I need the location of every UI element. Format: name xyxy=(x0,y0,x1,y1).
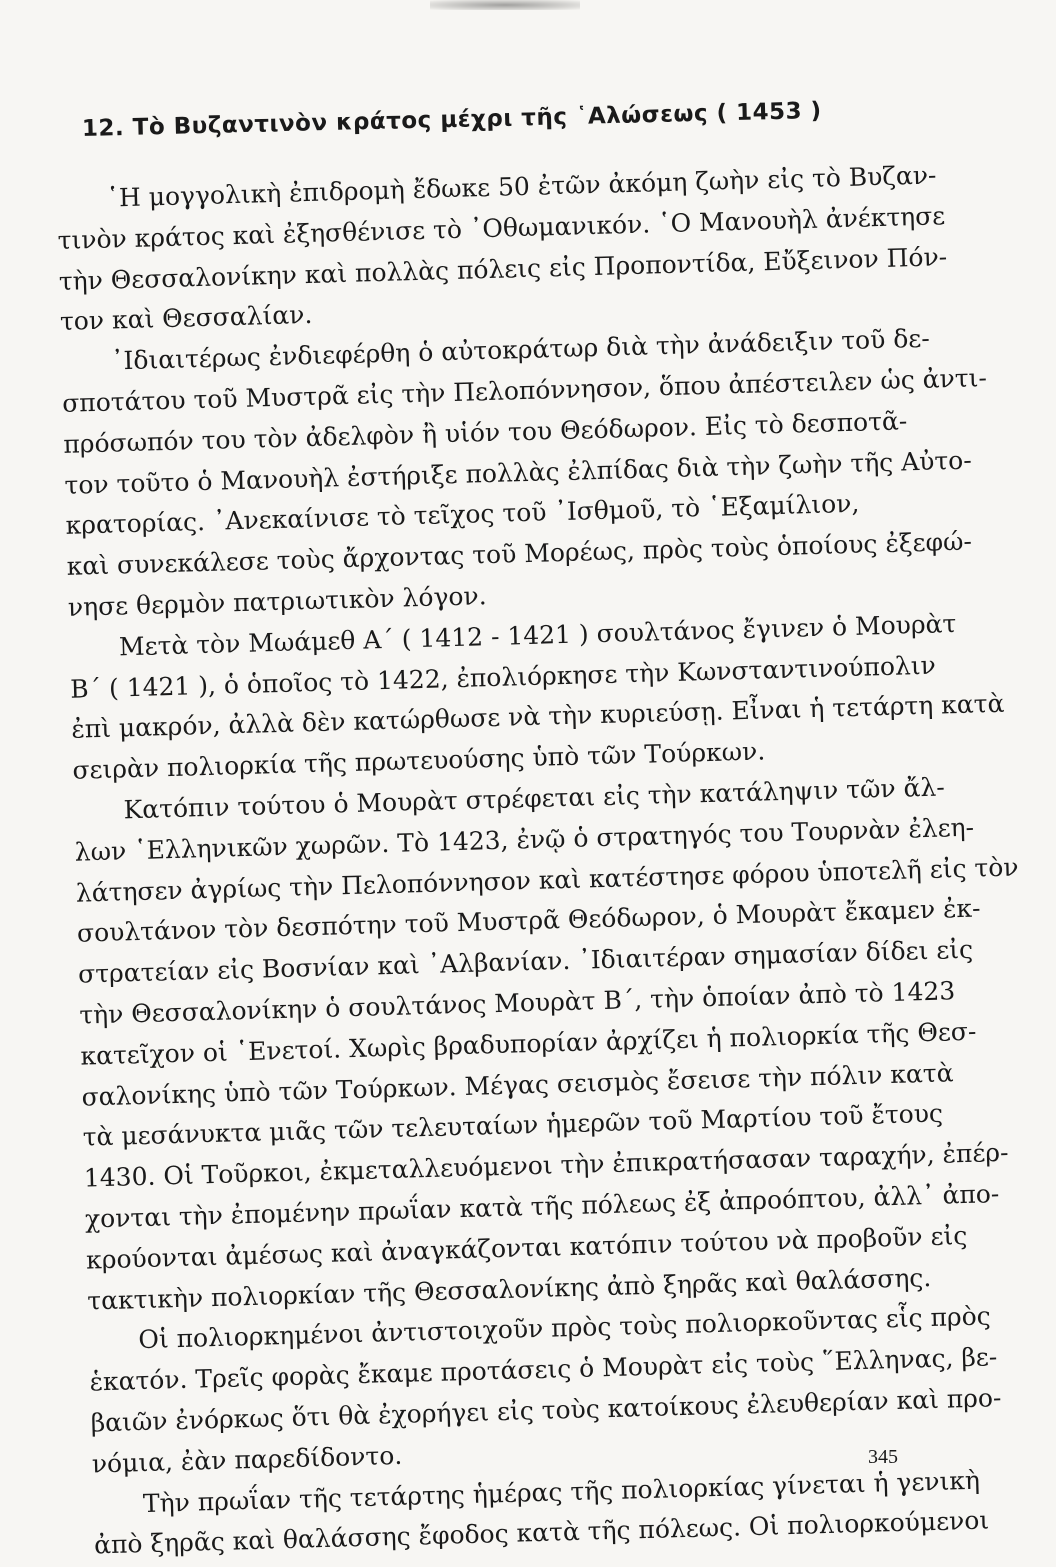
text-line: ῾Η μογγολικὴ ἐπιδρομὴ ἔδωκε 50 ἐτῶν ἀκόμη ζωὴν εἰς τὸ Βυζαν- xyxy=(106,160,937,213)
paragraph xyxy=(88,1298,1002,1485)
text-line: σουλτάνον τὸν δεσπότην τοῦ Μυστρᾶ Θεόδωρον, ὁ Μουρὰτ ἔκαμεν ἐκ- xyxy=(76,893,981,949)
text-line: τὴν Θεσσαλονίκην καὶ πολλὰς πόλεις εἰς Προποντίδα, Εὔξεινον Πόν- xyxy=(58,241,948,296)
paragraph xyxy=(73,768,1019,1322)
text-line: τινὸν κράτος καὶ ἐξησθένισε τὸ ᾿Οθωμανικόν. ῾Ο Μανουὴλ ἀνέκτησε xyxy=(57,200,946,255)
scan-shadow-mark xyxy=(430,0,580,10)
text-line: ἀπὸ ξηρᾶς καὶ θαλάσσης ἔφοδος κατὰ τῆς πόλεως. Οἱ πολιορκούμενοι xyxy=(93,1505,990,1560)
text-line: νησε θερμὸν πατριωτικὸν λόγον. xyxy=(67,581,487,622)
text-line: τον τοῦτο ὁ Μανουὴλ ἐστήριξε πολλὰς ἐλπίδας διὰ τὴν ζωὴν τῆς Αὐτο- xyxy=(64,445,973,500)
text-line: σαλονίκης ὑπὸ τῶν Τούρκων. Μέγας σεισμὸς ἔσεισε τὴν πόλιν κατὰ xyxy=(81,1057,954,1112)
text-line: κρατορίας. ᾿Ανεκαίνισε τὸ τεῖχος τοῦ ᾿Ισθμοῦ, τὸ ῾Εξαμίλιον, xyxy=(65,489,860,541)
text-line: 1430. Οἱ Τοῦρκοι, ἐκμεταλλευόμενοι τὴν ἐπικρατήσασαν ταραχήν, ἐπέρ- xyxy=(83,1137,1009,1193)
paragraph xyxy=(69,605,1005,792)
text-line: ἐπὶ μακρόν, ἀλλὰ δὲν κατώρθωσε νὰ τὴν κυριεύσῃ. Εἶναι ἡ τετάρτη κατὰ xyxy=(70,689,1005,745)
text-line: σποτάτου τοῦ Μυστρᾶ εἰς τὴν Πελοπόννησον, ὅπου ἀπέστειλεν ὡς ἀντι- xyxy=(61,363,988,418)
text-line: λων ῾Ελληνικῶν χωρῶν. Τὸ 1423, ἐνῷ ὁ στρατηγός του Τουρνὰν ἐλεη- xyxy=(74,812,975,867)
text-line: νόμια, ἐὰν παρεδίδοντο. xyxy=(91,1440,403,1479)
text-line: λάτησεν ἀγρίως τὴν Πελοπόννησον καὶ κατέστησε φόρου ὑποτελῆ εἰς τὸν xyxy=(75,851,1019,908)
text-line: Κατόπιν τούτου ὁ Μουρὰτ στρέφεται εἰς τὴν κατάληψιν τῶν ἄλ- xyxy=(123,772,946,825)
text-line: τακτικὴν πολιορκίαν τῆς Θεσσαλονίκης ἀπὸ ξηρᾶς καὶ θαλάσσης. xyxy=(86,1262,932,1316)
text-line: κρούονται ἀμέσως καὶ ἀναγκάζονται κατόπιν τούτου νὰ προβοῦν εἰς xyxy=(85,1220,968,1275)
section-title: 12. Τὸ Βυζαντινὸν κράτος μέχρι τῆς ῾Αλώσεως ( 1453 ) xyxy=(81,97,822,142)
text-line: καὶ συνεκάλεσε τοὺς ἄρχοντας τοῦ Μορέως, πρὸς τοὺς ὁποίους ἐξεφώ- xyxy=(66,526,973,582)
text-line: τον καὶ Θεσσαλίαν. xyxy=(59,300,313,337)
text-line: τὴν Θεσσαλονίκην ὁ σουλτάνος Μουρὰτ Β΄, τὴν ὁποίαν ἀπὸ τὸ 1423 xyxy=(78,976,956,1030)
text-line: χονται τὴν ἐπομένην πρωΐαν κατὰ τῆς πόλεως ἐξ ἀπροόπτου, ἀλλ᾿ ἀπο- xyxy=(84,1178,1000,1234)
text-line: κατεῖχον οἱ ῾Ενετοί. Χωρὶς βραδυπορίαν ἀρχίζει ἡ πολιορκία τῆς Θεσ- xyxy=(80,1016,977,1071)
text-line: τὰ μεσάνυκτα μιᾶς τῶν τελευταίων ἡμερῶν τοῦ Μαρτίου τοῦ ἔτους xyxy=(82,1098,944,1152)
body-text xyxy=(56,156,1019,1566)
page-number: 345 xyxy=(868,1446,898,1468)
text-line: ᾿Ιδιαιτέρως ἐνδιεφέρθη ὁ αὐτοκράτωρ διὰ τὴν ἀνάδειξιν τοῦ δε- xyxy=(110,323,931,376)
text-line: Οἱ πολιορκημένοι ἀντιστοιχοῦν πρὸς τοὺς πολιορκοῦντας εἷς πρὸς xyxy=(138,1301,992,1355)
text-line: Β΄ ( 1421 ), ὁ ὁποῖος τὸ 1422, ἐπολιόρκησε τὴν Κωνσταντινούπολιν xyxy=(69,650,937,704)
text-line: Μετὰ τὸν Μωάμεθ Α΄ ( 1412 - 1421 ) σουλτάνος ἔγινεν ὁ Μουρὰτ xyxy=(118,608,957,662)
text-line: ἑκατόν. Τρεῖς φορὰς ἔκαμε προτάσεις ὁ Μουρὰτ εἰς τοὺς ῞Ελληνας, βε- xyxy=(89,1342,998,1397)
text-line: στρατείαν εἰς Βοσνίαν καὶ ᾿Αλβανίαν. ᾿Ιδιαιτέραν σημασίαν δίδει εἰς xyxy=(77,934,974,989)
paragraph xyxy=(56,156,948,343)
text-line: Τὴν πρωΐαν τῆς τετάρτης ἡμέρας τῆς πολιορκίας γίνεται ἡ γενικὴ xyxy=(142,1465,981,1518)
text-line: βαιῶν ἐνόρκως ὅτι θὰ ἐχορήγει εἰς τοὺς κατοίκους ἐλευθερίαν καὶ προ- xyxy=(90,1382,1002,1438)
text-line: πρόσωπόν του τὸν ἀδελφὸν ἢ υἱόν του Θεόδωρον. Εἰς τὸ δεσποτᾶ- xyxy=(62,406,908,459)
paragraph xyxy=(61,319,988,628)
text-line: σειρὰν πολιορκία τῆς πρωτευούσης ὑπὸ τῶν Τούρκων. xyxy=(72,736,766,785)
